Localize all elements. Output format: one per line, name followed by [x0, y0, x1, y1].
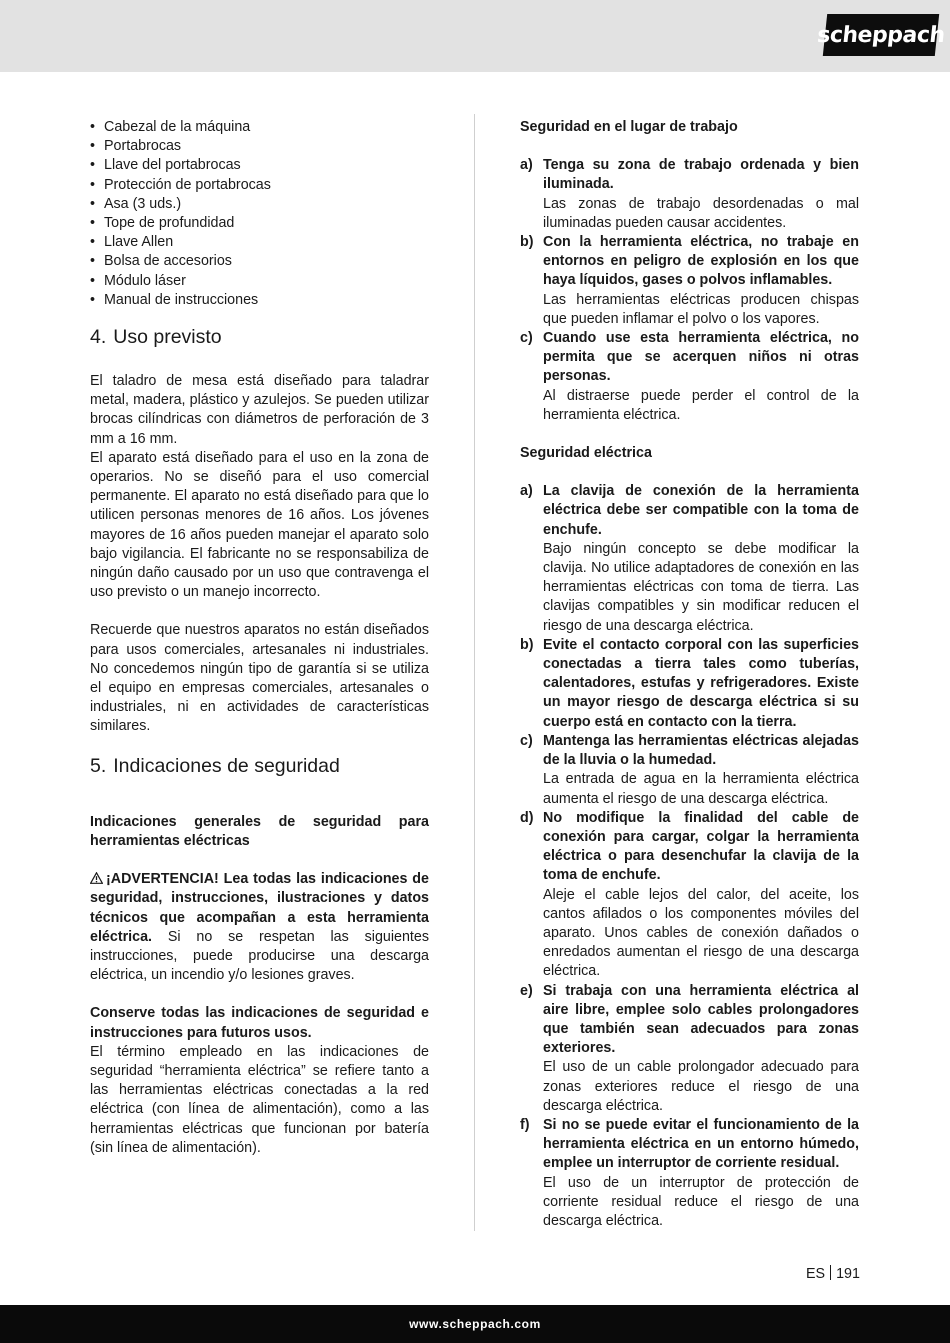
column-divider	[474, 114, 475, 1231]
list-item: • Llave del portabrocas	[90, 156, 429, 175]
warning-paragraph	[90, 870, 429, 985]
section-4-heading	[90, 324, 429, 350]
electrical-item-f	[520, 1116, 859, 1231]
item-title: Mantenga las herramientas eléctricas alejadas de la lluvia o la humedad.	[543, 732, 859, 769]
page-number-value: 191	[836, 1266, 860, 1282]
electrical-item-b	[520, 636, 859, 732]
list-item: • Asa (3 uds.)	[90, 195, 429, 214]
item-letter: b)	[520, 636, 534, 653]
section-5-number: 5.	[90, 754, 107, 777]
workplace-safety-heading: Seguridad en el lugar de trabajo	[520, 119, 738, 135]
item-letter: c)	[520, 330, 533, 347]
workplace-item-b	[520, 233, 859, 329]
left-column	[90, 118, 429, 1158]
item-description: El uso de un cable prolongador adecuado para zonas exteriores reduce el riesgo de una descarga eléctrica.	[543, 1059, 859, 1114]
list-item: • Portabrocas	[90, 137, 429, 156]
item-title: Cuando use esta herramienta eléctrica, no permita que se acerquen niños ni otras personas.	[543, 330, 859, 385]
list-item: • Módulo láser	[90, 272, 429, 291]
brand-logo-text: scheppach	[816, 22, 946, 48]
item-description: La entrada de agua en la herramienta eléctrica aumenta el riesgo de una descarga eléctrica.	[543, 771, 859, 807]
item-letter: f)	[520, 1116, 530, 1133]
item-title: Si trabaja con una herramienta eléctrica al aire libre, emplee solo cables prolongadores que también sean adecuados para zonas exteriores.	[543, 982, 859, 1057]
page-number	[806, 1265, 860, 1282]
keep-instructions-heading: Conserve todas las indicaciones de seguridad e instrucciones para futuros usos.	[90, 1005, 429, 1041]
item-description: El uso de un interruptor de protección de corriente residual reduce el riesgo de una descarga eléctrica.	[543, 1174, 859, 1229]
item-title: Con la herramienta eléctrica, no trabaje en entornos en peligro de explosión en los que haya líquidos, gases o polvos inflamables.	[543, 234, 859, 289]
item-title: La clavija de conexión de la herramienta eléctrica debe ser compatible con la toma de enchufe.	[543, 483, 859, 538]
list-item: • Protección de portabrocas	[90, 176, 429, 195]
general-safety-subheading: Indicaciones generales de seguridad para herramientas eléctricas	[90, 813, 429, 849]
item-title: Evite el contacto corporal con las superficies conectadas a tierra tales como tuberías, calentadores, estufas y refrigeradores. Existe un mayor riesgo de descarga eléctrica si su cuerpo está en contacto con la tierra.	[543, 636, 859, 730]
workplace-item-a	[520, 156, 859, 233]
item-title: Tenga su zona de trabajo ordenada y bien iluminada.	[543, 157, 859, 193]
workplace-item-c	[520, 329, 859, 425]
list-item: • Llave Allen	[90, 233, 429, 252]
warning-bold-text: ¡ADVERTENCIA! Lea todas las indicaciones de seguridad, instrucciones, ilustraciones y datos técnicos que acompañan a esta herramienta eléctrica.	[90, 871, 429, 945]
item-title: No modifique la finalidad del cable de conexión para cargar, colgar la herramienta eléctrica o para desenchufar la clavija de la toma de enchufe.	[543, 809, 859, 884]
electrical-item-c	[520, 732, 859, 809]
item-letter: e)	[520, 982, 533, 999]
item-description: Las herramientas eléctricas producen chispas que pueden inflamar el polvo o los vapores.	[543, 291, 859, 327]
list-item: • Cabezal de la máquina	[90, 118, 429, 137]
warning-triangle-icon	[90, 872, 103, 884]
electrical-safety-heading: Seguridad eléctrica	[520, 445, 652, 462]
electrical-item-d	[520, 809, 859, 982]
warning-text: Si no se respetan las siguientes instrucciones, puede producirse una descarga eléctrica, un incendio y/o lesiones graves.	[90, 928, 429, 984]
item-description: Aleje el cable lejos del calor, del aceite, los cantos afilados o los componentes móviles del aparato. Unos cables de conexión dañados o enredados aumentan el riesgo de una descarga eléctrica.	[543, 886, 859, 980]
item-letter: a)	[520, 157, 533, 174]
footer-band	[0, 1305, 950, 1343]
intended-use-paragraph-3: Recuerde que nuestros aparatos no están diseñados para usos comerciales, artesanales ni industriales. No concedemos ningún tipo de garantía si se utiliza el equipo en empresas comerciales, artesanales o industriales, ni en actividades de características similares.	[90, 622, 429, 735]
electrical-item-a	[520, 482, 859, 636]
website-url: www.scheppach.com	[409, 1317, 541, 1331]
item-letter: b)	[520, 234, 534, 251]
list-item: • Bolsa de accesorios	[90, 252, 429, 271]
item-title: Si no se puede evitar el funcionamiento de la herramienta eléctrica en un entorno húmedo, emplee un interruptor de corriente residual.	[543, 1116, 859, 1172]
electrical-item-e	[520, 982, 859, 1116]
list-item: • Manual de instrucciones	[90, 291, 429, 310]
intended-use-paragraph-1: El taladro de mesa está diseñado para taladrar metal, madera, plástico y azulejos. Se pueden utilizar brocas cilíndricas con diámetros de perforación de 3 mm a 16 mm.	[90, 373, 429, 447]
section-5-heading	[90, 753, 429, 779]
brand-logo	[816, 14, 946, 56]
right-column	[520, 118, 859, 1231]
header-band	[0, 0, 950, 72]
item-description: Las zonas de trabajo desordenadas o mal iluminadas pueden causar accidentes.	[543, 195, 859, 231]
item-letter: a)	[520, 483, 533, 500]
section-4-number: 4.	[90, 326, 107, 349]
list-item: • Tope de profundidad	[90, 214, 429, 233]
item-description: Bajo ningún concepto se debe modificar la clavija. No utilice adaptadores de conexión en las herramientas eléctricas con toma de tierra. Las clavijas compatibles y sin modificar reducen el riesgo de una descarga eléctrica.	[543, 540, 859, 634]
scope-of-delivery-list	[90, 118, 429, 310]
item-letter: d)	[520, 809, 534, 826]
item-description: Al distraerse puede perder el control de la herramienta eléctrica.	[543, 387, 859, 423]
section-4-title: Uso previsto	[113, 326, 222, 349]
item-letter: c)	[520, 732, 533, 749]
language-code: ES	[806, 1266, 826, 1282]
page-number-separator	[830, 1265, 831, 1280]
power-tool-definition: El término empleado en las indicaciones de seguridad “herramienta eléctrica” se refiere tanto a las herramientas eléctricas conectadas a la red eléctrica (con línea de alimentación), como a las herramientas eléctricas que funcionan por batería (sin línea de alimentación).	[90, 1043, 429, 1156]
section-5-title: Indicaciones de seguridad	[113, 754, 340, 777]
intended-use-paragraph-2: El aparato está diseñado para el uso en la zona de operarios. No se diseñó para el uso comercial permanente. El aparato no está diseñado para que lo utilicen personas menores de 16 años. Los jóvenes mayores de 16 años pueden manejar el aparato solo bajo vigilancia. El fabricante no se responsabiliza de ningún daño causado por un uso que contravenga el uso previsto o un manejo incorrecto.	[90, 449, 429, 601]
